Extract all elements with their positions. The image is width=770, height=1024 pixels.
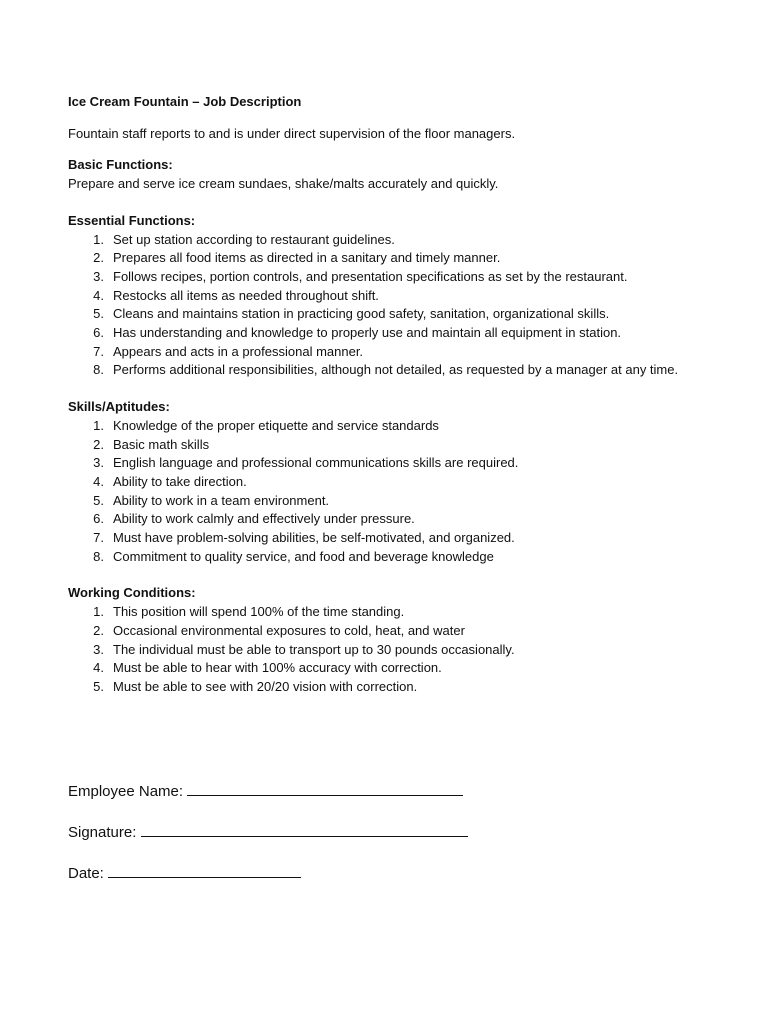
- working-conditions-list: [68, 603, 698, 697]
- list-item-text: Commitment to quality service, and food and beverage knowledge: [113, 548, 494, 564]
- intro-paragraph: Fountain staff reports to and is under direct supervision of the floor managers.: [68, 125, 516, 141]
- essential-functions-heading: Essential Functions:: [68, 212, 196, 228]
- list-item-text: Prepares all food items as directed in a sanitary and timely manner.: [113, 250, 501, 266]
- list-item-text: Ability to take direction.: [113, 473, 247, 489]
- signature-field[interactable]: [141, 822, 468, 837]
- list-item: 3. English language and professional communications skills are required.: [93, 455, 519, 471]
- basic-functions-section: [68, 156, 698, 193]
- date-field[interactable]: [108, 863, 301, 878]
- list-item-text: Must have problem-solving abilities, be self-motivated, and organized.: [113, 530, 515, 546]
- working-conditions-section: [68, 584, 698, 696]
- list-item-text: Basic math skills: [113, 436, 210, 452]
- list-item: 4. Ability to take direction.: [93, 473, 247, 489]
- list-item: 5. Must be able to see with 20/20 vision with correction.: [93, 678, 418, 694]
- signature-line: [68, 822, 468, 863]
- employee-name-label: Employee Name:: [68, 783, 184, 800]
- employee-name-field[interactable]: [187, 781, 463, 796]
- list-item: 2. Occasional environmental exposures to cold, heat, and water: [93, 622, 465, 638]
- list-item: 3. Follows recipes, portion controls, and presentation specifications as set by the restaurant.: [93, 268, 628, 284]
- signature-block: [68, 781, 468, 904]
- list-item: 1. This position will spend 100% of the time standing.: [93, 604, 405, 620]
- list-item-text: English language and professional communications skills are required.: [113, 455, 519, 471]
- list-item: 3. The individual must be able to transport up to 30 pounds occasionally.: [93, 641, 515, 657]
- list-item: 6. Has understanding and knowledge to properly use and maintain all equipment in station.: [93, 325, 622, 341]
- list-item-text: The individual must be able to transport up to 30 pounds occasionally.: [113, 641, 515, 657]
- list-item: 5. Ability to work in a team environment.: [93, 492, 330, 508]
- document-title: Ice Cream Fountain – Job Description: [68, 94, 302, 109]
- list-item-text: Knowledge of the proper etiquette and service standards: [113, 417, 439, 433]
- list-item-text: Appears and acts in a professional manner.: [113, 343, 364, 359]
- list-item-text: Performs additional responsibilities, although not detailed, as requested by a manager at any time.: [113, 362, 679, 378]
- list-item: 1. Knowledge of the proper etiquette and service standards: [93, 417, 439, 433]
- list-item: 1. Set up station according to restaurant guidelines.: [93, 231, 395, 247]
- essential-functions-list: [68, 231, 698, 381]
- list-item-text: Set up station according to restaurant guidelines.: [113, 231, 395, 247]
- list-item-text: Restocks all items as needed throughout shift.: [113, 287, 379, 303]
- employee-name-line: [68, 781, 468, 822]
- list-item-text: Must be able to hear with 100% accuracy with correction.: [113, 660, 442, 676]
- working-conditions-heading: Working Conditions:: [68, 585, 196, 601]
- list-item-text: Ability to work in a team environment.: [113, 492, 330, 508]
- signature-label: Signature:: [68, 824, 137, 841]
- list-item: 2. Basic math skills: [93, 436, 210, 452]
- list-item: 4. Must be able to hear with 100% accuracy with correction.: [93, 660, 442, 676]
- list-item: 7. Must have problem-solving abilities, be self-motivated, and organized.: [93, 530, 515, 546]
- skills-section: [68, 398, 698, 566]
- date-line: [68, 863, 468, 904]
- list-item-text: Must be able to see with 20/20 vision with correction.: [113, 678, 418, 694]
- list-item-text: Ability to work calmly and effectively under pressure.: [113, 511, 415, 527]
- list-item-text: Cleans and maintains station in practicing good safety, sanitation, organizational skills.: [113, 306, 610, 322]
- list-item: 4. Restocks all items as needed throughout shift.: [93, 287, 379, 303]
- job-description-document: [68, 93, 698, 715]
- list-item-text: This position will spend 100% of the time standing.: [113, 604, 405, 620]
- list-item: 7. Appears and acts in a professional manner.: [93, 343, 364, 359]
- list-item: 6. Ability to work calmly and effectively under pressure.: [93, 511, 415, 527]
- list-item-text: Has understanding and knowledge to properly use and maintain all equipment in station.: [113, 325, 622, 341]
- list-item-text: Occasional environmental exposures to cold, heat, and water: [113, 622, 465, 638]
- date-label: Date:: [68, 865, 104, 882]
- basic-functions-text: Prepare and serve ice cream sundaes, shake/malts accurately and quickly.: [68, 176, 499, 192]
- skills-heading: Skills/Aptitudes:: [68, 399, 170, 415]
- skills-list: [68, 417, 698, 567]
- list-item: 8. Performs additional responsibilities, although not detailed, as requested by a manager at any time.: [93, 362, 679, 378]
- list-item: 5. Cleans and maintains station in practicing good safety, sanitation, organizational skills.: [93, 306, 610, 322]
- list-item: 2. Prepares all food items as directed in a sanitary and timely manner.: [93, 250, 501, 266]
- list-item-text: Follows recipes, portion controls, and presentation specifications as set by the restaurant.: [113, 268, 628, 284]
- basic-functions-heading: Basic Functions:: [68, 157, 173, 173]
- essential-functions-section: [68, 212, 698, 380]
- list-item: 8. Commitment to quality service, and food and beverage knowledge: [93, 548, 494, 564]
